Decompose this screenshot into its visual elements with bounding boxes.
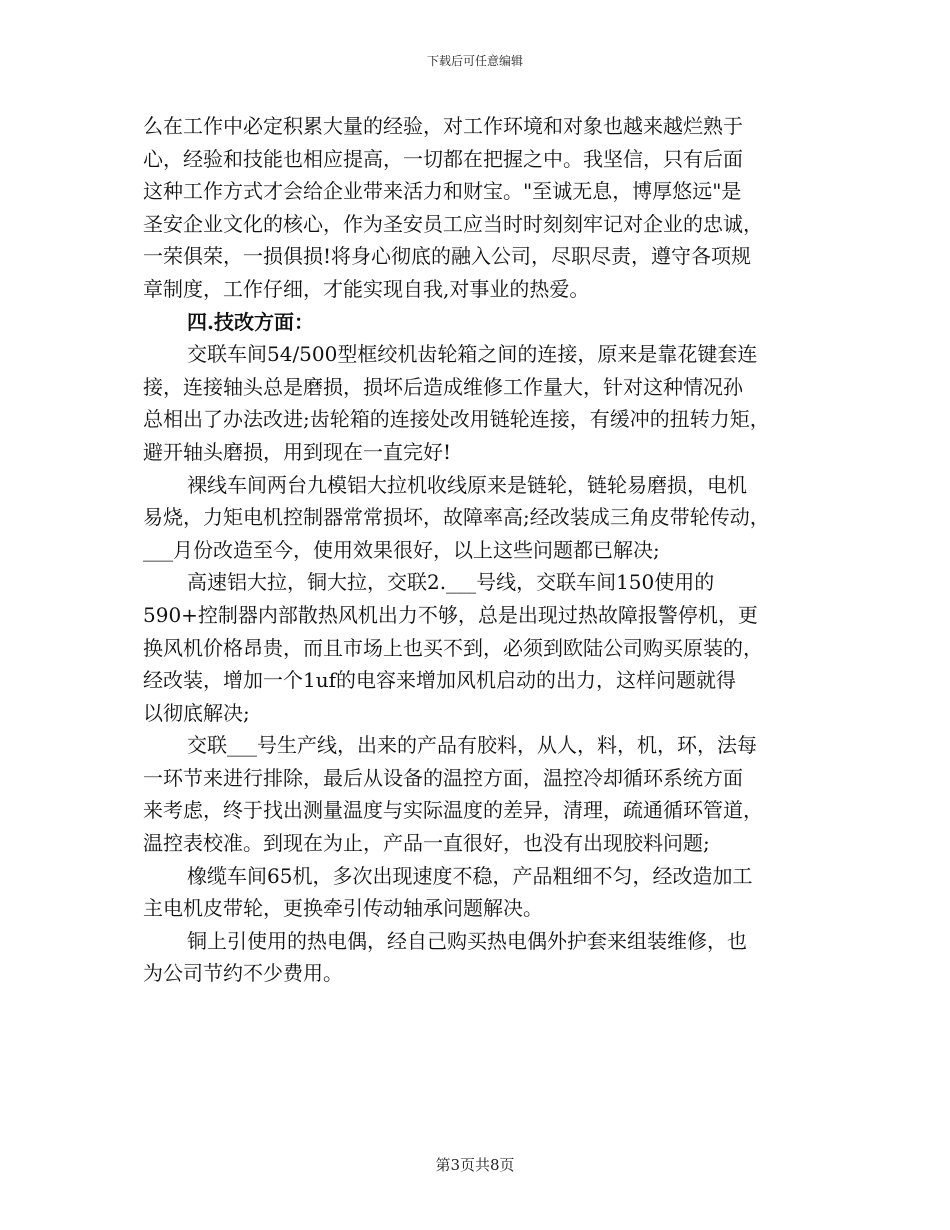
text-line: 高速铝大拉，铜大拉，交联2.___号线，交联车间150使用的 (187, 570, 715, 595)
text-line: 避开轴头磨损，用到现在一直完好! (143, 439, 452, 464)
text-line: 总相出了办法改进;齿轮箱的连接处改用链轮连接，有缓冲的扭转力矩， (143, 407, 770, 432)
text-line: 为公司节约不少费用。 (143, 961, 343, 986)
text-line: 一环节来进行排除，最后从设备的温控方面，温控冷却循环系统方面 (143, 765, 743, 790)
text-line: 心，经验和技能也相应提高，一切都在把握之中。我坚信，只有后面 (143, 146, 743, 171)
text-line: ___月份改造至今，使用效果很好，以上这些问题都已解决; (143, 537, 660, 562)
text-line: 一荣俱荣，一损俱损!将身心彻底的融入公司，尽职尽责，遵守各项规 (143, 244, 752, 269)
section-heading: 四.技改方面： (187, 309, 314, 334)
text-line: 交联车间54/500型框绞机齿轮箱之间的连接，原来是靠花键套连 (187, 342, 758, 367)
page-header: 下载后可任意编辑 (426, 54, 523, 68)
document-body (143, 110, 813, 990)
text-line: 么在工作中必定积累大量的经验，对工作环境和对象也越来越烂熟于 (143, 114, 743, 138)
text-line: 温控表校准。到现在为止，产品一直很好，也没有出现胶料问题; (143, 831, 710, 856)
text-line: 以彻底解决; (143, 700, 250, 725)
text-line: 章制度，工作仔细，才能实现自我,对事业的热爱。 (143, 276, 590, 301)
text-line: 交联___号生产线，出来的产品有胶料，从人，料，机，环，法每 (187, 733, 757, 758)
page-footer: 第3页共8页 (435, 1156, 515, 1174)
text-line: 590+控制器内部散热风机出力不够，总是出现过热故障报警停机，更 (143, 602, 758, 627)
text-line: 经改装，增加一个1uf的电容来增加风机启动的出力，这样问题就得 (143, 668, 737, 693)
text-line: 这种工作方式才会给企业带来活力和财宝。"至诚无息，博厚悠远"是 (143, 179, 742, 204)
text-line: 铜上引使用的热电偶，经自己购买热电偶外护套来组装维修，也 (187, 928, 747, 953)
text-line: 裸线车间两台九模铝大拉机收线原来是链轮，链轮易磨损，电机 (187, 472, 747, 497)
text-line: 换风机价格昂贵，而且市场上也买不到，必须到欧陆公司购买原装的， (143, 635, 763, 660)
text-line: 圣安企业文化的核心，作为圣安员工应当时时刻刻牢记对企业的忠诚， (143, 211, 763, 236)
text-line: 主电机皮带轮，更换牵引传动轴承问题解决。 (143, 896, 543, 921)
text-line: 来考虑，终于找出测量温度与实际温度的差异，清理，疏通循环管道， (143, 798, 763, 823)
text-line: 易烧，力矩电机控制器常常损坏，故障率高;经改装成三角皮带轮传动， (143, 505, 770, 530)
text-line: 接，连接轴头总是磨损，损坏后造成维修工作量大，针对这种情况孙 (143, 374, 743, 399)
text-line: 橡缆车间65机，多次出现速度不稳，产品粗细不匀，经改造加工 (187, 863, 753, 888)
